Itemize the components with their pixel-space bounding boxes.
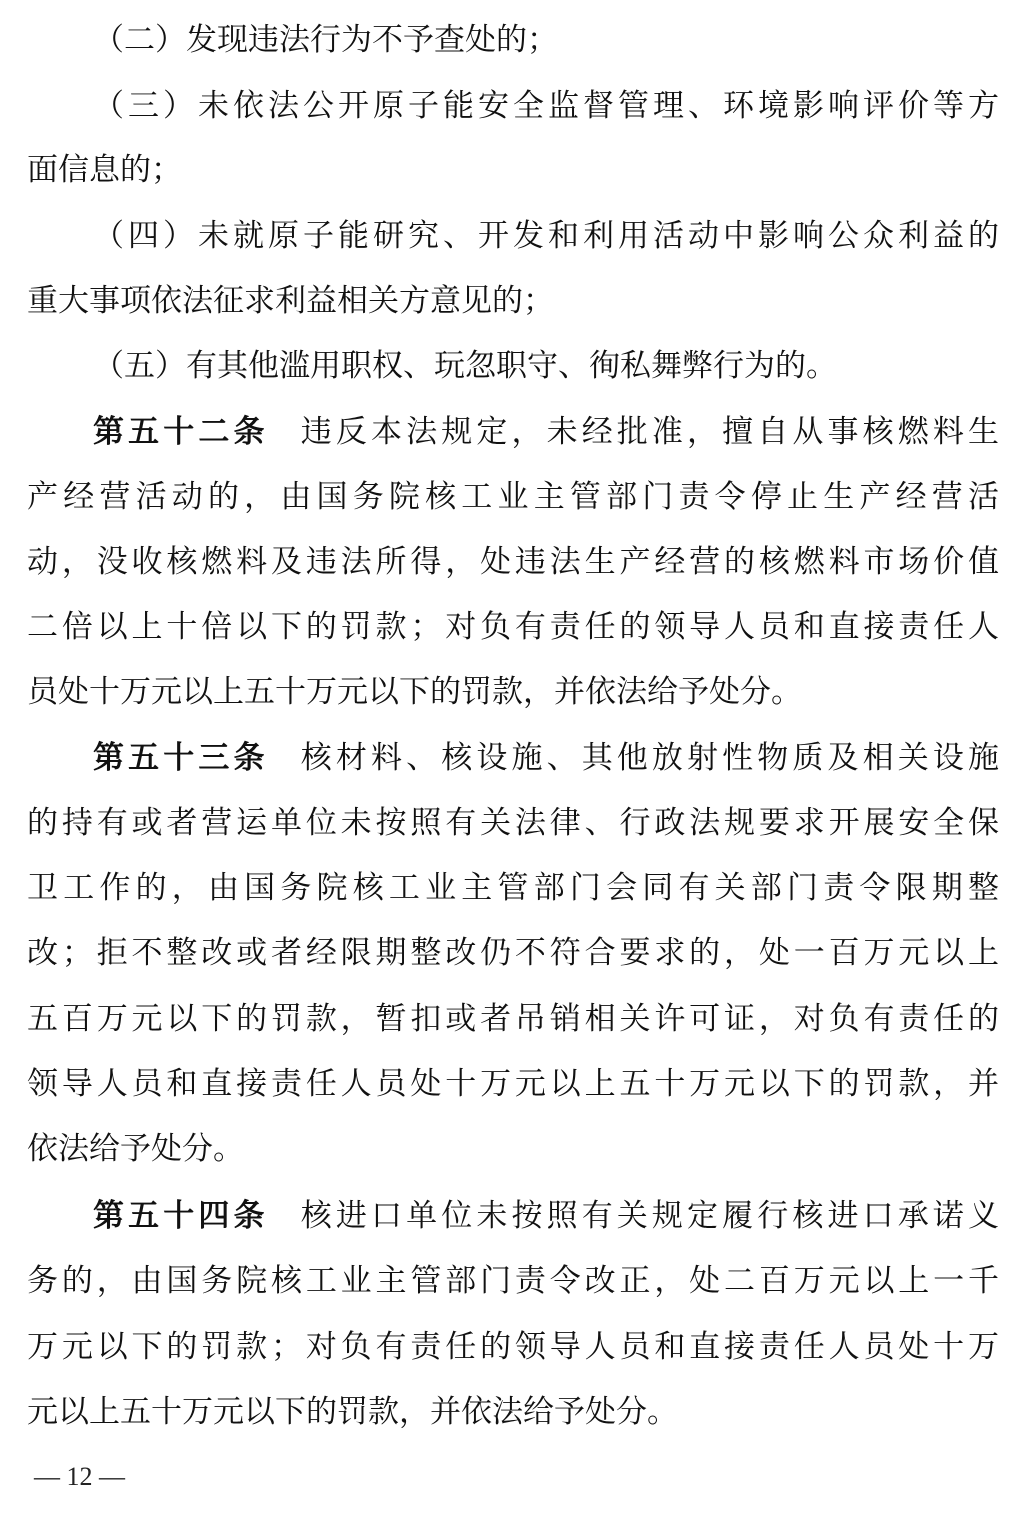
article-54-heading-line: 第五十四条 核进口单位未按照有关规定履行核进口承诺义 bbox=[93, 1198, 1000, 1234]
text-line-4: （四）未就原子能研究、开发和利用活动中影响公众利益的 bbox=[93, 218, 999, 254]
text-line-10: 二倍以上十倍以下的罚款；对负有责任的领导人员和直接责任人 bbox=[27, 609, 999, 645]
article-53-heading-line: 第五十三条 核材料、核设施、其他放射性物质及相关设施 bbox=[93, 740, 1000, 776]
text-line-8: 产经营活动的，由国务院核工业主管部门责令停止生产经营活 bbox=[27, 479, 999, 515]
text-line-11: 员处十万元以上五十万元以下的罚款，并依法给予处分。 bbox=[27, 674, 802, 710]
text-line-14: 卫工作的，由国务院核工业主管部门会同有关部门责令限期整 bbox=[27, 870, 999, 906]
page-number: — 12 — bbox=[34, 1462, 125, 1491]
article-52-number: 第五十二条 bbox=[93, 414, 269, 450]
text-line-20: 务的，由国务院核工业主管部门责令改正，处二百万元以上一千 bbox=[27, 1263, 999, 1299]
text-line-5: 重大事项依法征求利益相关方意见的； bbox=[27, 283, 554, 319]
text-line-13: 的持有或者营运单位未按照有关法律、行政法规要求开展安全保 bbox=[27, 805, 999, 841]
text-line-22: 元以上五十万元以下的罚款，并依法给予处分。 bbox=[27, 1394, 678, 1430]
text-line-21: 万元以下的罚款；对负有责任的领导人员和直接责任人员处十万 bbox=[27, 1329, 999, 1365]
text-line-16: 五百万元以下的罚款，暂扣或者吊销相关许可证，对负有责任的 bbox=[27, 1001, 999, 1037]
text-line-17: 领导人员和直接责任人员处十万元以上五十万元以下的罚款，并 bbox=[27, 1066, 999, 1102]
text-line-2: （三）未依法公开原子能安全监督管理、环境影响评价等方 bbox=[93, 88, 999, 124]
text-line-18: 依法给予处分。 bbox=[27, 1131, 244, 1167]
text-line-3: 面信息的； bbox=[27, 152, 182, 188]
text-line-15: 改；拒不整改或者经限期整改仍不符合要求的，处一百万元以上 bbox=[27, 935, 999, 971]
text-line-6: （五）有其他滥用职权、玩忽职守、徇私舞弊行为的。 bbox=[93, 348, 837, 384]
text-line-1: （二）发现违法行为不予查处的； bbox=[93, 22, 558, 58]
text-line-9: 动，没收核燃料及违法所得，处违法生产经营的核燃料市场价值 bbox=[27, 544, 999, 580]
article-52-heading-line: 第五十二条 违反本法规定，未经批准，擅自从事核燃料生 bbox=[93, 414, 1000, 450]
article-54-number: 第五十四条 bbox=[93, 1198, 269, 1234]
article-53-number: 第五十三条 bbox=[93, 740, 269, 776]
